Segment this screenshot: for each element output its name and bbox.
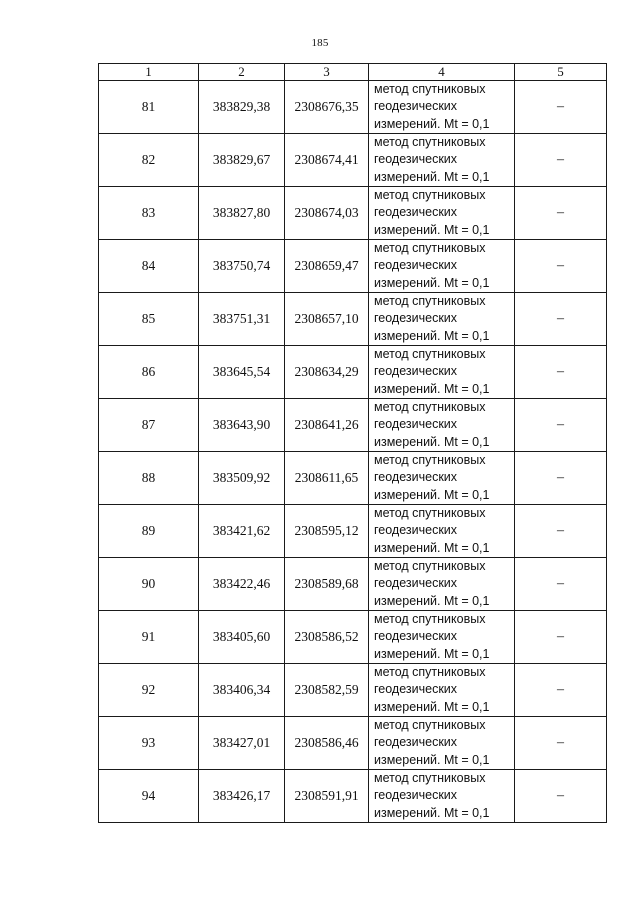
method-line: измерений. Mt = 0,1 (374, 116, 490, 131)
note-cell: – (515, 770, 607, 823)
method-line: измерений. Mt = 0,1 (374, 222, 490, 237)
point-number-cell: 84 (99, 240, 199, 293)
note-cell: – (515, 452, 607, 505)
method-line: геодезических (374, 258, 458, 273)
table-row (99, 187, 607, 240)
page-number: 185 (311, 37, 329, 49)
table-row (99, 505, 607, 558)
x-coordinate-cell: 383829,67 (199, 134, 285, 187)
note-cell: – (515, 717, 607, 770)
note-cell: – (515, 134, 607, 187)
method-cell (369, 81, 515, 134)
x-coordinate-cell: 383750,74 (199, 240, 285, 293)
note-cell: – (515, 611, 607, 664)
y-coordinate-cell: 2308586,46 (285, 717, 369, 770)
method-line: геодезических (374, 99, 458, 114)
y-coordinate-cell: 2308582,59 (285, 664, 369, 717)
method-cell (369, 187, 515, 240)
note-cell: – (515, 399, 607, 452)
y-coordinate-cell: 2308611,65 (285, 452, 369, 505)
note-cell: – (515, 187, 607, 240)
method-line: измерений. Mt = 0,1 (374, 328, 490, 343)
y-coordinate-cell: 2308589,68 (285, 558, 369, 611)
point-number-cell: 83 (99, 187, 199, 240)
method-line: геодезических (374, 682, 458, 697)
y-coordinate-cell: 2308591,91 (285, 770, 369, 823)
method-line: измерений. Mt = 0,1 (374, 275, 490, 290)
y-coordinate-cell: 2308674,41 (285, 134, 369, 187)
method-line: измерений. Mt = 0,1 (374, 540, 490, 555)
method-line: геодезических (374, 364, 458, 379)
method-line: геодезических (374, 311, 458, 326)
header-col-3: 3 (285, 64, 369, 81)
method-line: метод спутниковых (374, 188, 486, 202)
method-cell (369, 452, 515, 505)
table-row (99, 240, 607, 293)
note-cell: – (515, 293, 607, 346)
x-coordinate-cell: 383827,80 (199, 187, 285, 240)
table-body (99, 81, 607, 823)
method-cell (369, 611, 515, 664)
table-row (99, 558, 607, 611)
point-number-cell: 94 (99, 770, 199, 823)
point-number-cell: 87 (99, 399, 199, 452)
method-line: метод спутниковых (374, 453, 486, 467)
note-cell: – (515, 81, 607, 134)
method-line: метод спутниковых (374, 400, 486, 414)
method-line: измерений. Mt = 0,1 (374, 169, 490, 184)
point-number-cell: 92 (99, 664, 199, 717)
table-row (99, 452, 607, 505)
table-row (99, 664, 607, 717)
method-line: метод спутниковых (374, 506, 486, 520)
header-col-2: 2 (199, 64, 285, 81)
method-line: измерений. Mt = 0,1 (374, 752, 490, 767)
method-line: геодезических (374, 417, 458, 432)
method-line: метод спутниковых (374, 294, 486, 308)
method-cell (369, 134, 515, 187)
x-coordinate-cell: 383406,34 (199, 664, 285, 717)
x-coordinate-cell: 383643,90 (199, 399, 285, 452)
point-number-cell: 82 (99, 134, 199, 187)
point-number-cell: 90 (99, 558, 199, 611)
method-line: геодезических (374, 205, 458, 220)
header-col-4: 4 (369, 64, 515, 81)
y-coordinate-cell: 2308634,29 (285, 346, 369, 399)
table-header-row (99, 64, 607, 81)
method-line: метод спутниковых (374, 665, 486, 679)
point-number-cell: 91 (99, 611, 199, 664)
point-number-cell: 81 (99, 81, 199, 134)
method-line: измерений. Mt = 0,1 (374, 381, 490, 396)
method-cell (369, 505, 515, 558)
method-line: измерений. Mt = 0,1 (374, 805, 490, 820)
method-line: измерений. Mt = 0,1 (374, 487, 490, 502)
x-coordinate-cell: 383422,46 (199, 558, 285, 611)
point-number-cell: 85 (99, 293, 199, 346)
method-line: геодезических (374, 152, 458, 167)
note-cell: – (515, 505, 607, 558)
method-cell (369, 399, 515, 452)
x-coordinate-cell: 383509,92 (199, 452, 285, 505)
method-line: измерений. Mt = 0,1 (374, 593, 490, 608)
point-number-cell: 88 (99, 452, 199, 505)
method-line: геодезических (374, 735, 458, 750)
method-line: измерений. Mt = 0,1 (374, 434, 490, 449)
header-col-5: 5 (515, 64, 607, 81)
x-coordinate-cell: 383426,17 (199, 770, 285, 823)
table-row (99, 293, 607, 346)
header-col-1: 1 (99, 64, 199, 81)
method-line: геодезических (374, 523, 458, 538)
coordinates-table (98, 63, 607, 823)
note-cell: – (515, 346, 607, 399)
method-line: геодезических (374, 470, 458, 485)
table-row (99, 717, 607, 770)
method-cell (369, 664, 515, 717)
x-coordinate-cell: 383751,31 (199, 293, 285, 346)
y-coordinate-cell: 2308657,10 (285, 293, 369, 346)
method-line: измерений. Mt = 0,1 (374, 646, 490, 661)
x-coordinate-cell: 383645,54 (199, 346, 285, 399)
table-row (99, 399, 607, 452)
method-cell (369, 770, 515, 823)
method-line: метод спутниковых (374, 82, 486, 96)
note-cell: – (515, 240, 607, 293)
method-cell (369, 240, 515, 293)
x-coordinate-cell: 383421,62 (199, 505, 285, 558)
x-coordinate-cell: 383427,01 (199, 717, 285, 770)
y-coordinate-cell: 2308595,12 (285, 505, 369, 558)
point-number-cell: 93 (99, 717, 199, 770)
method-line: метод спутниковых (374, 612, 486, 626)
method-line: метод спутниковых (374, 559, 486, 573)
table-row (99, 770, 607, 823)
note-cell: – (515, 558, 607, 611)
table-row (99, 81, 607, 134)
point-number-cell: 86 (99, 346, 199, 399)
method-cell (369, 293, 515, 346)
method-line: метод спутниковых (374, 771, 486, 785)
method-line: измерений. Mt = 0,1 (374, 699, 490, 714)
method-line: геодезических (374, 788, 458, 803)
y-coordinate-cell: 2308674,03 (285, 187, 369, 240)
method-cell (369, 717, 515, 770)
note-cell: – (515, 664, 607, 717)
x-coordinate-cell: 383405,60 (199, 611, 285, 664)
method-cell (369, 558, 515, 611)
y-coordinate-cell: 2308659,47 (285, 240, 369, 293)
x-coordinate-cell: 383829,38 (199, 81, 285, 134)
y-coordinate-cell: 2308641,26 (285, 399, 369, 452)
method-line: геодезических (374, 629, 458, 644)
y-coordinate-cell: 2308676,35 (285, 81, 369, 134)
table-row (99, 346, 607, 399)
method-line: метод спутниковых (374, 135, 486, 149)
method-line: геодезических (374, 576, 458, 591)
method-line: метод спутниковых (374, 718, 486, 732)
method-line: метод спутниковых (374, 347, 486, 361)
method-cell (369, 346, 515, 399)
point-number-cell: 89 (99, 505, 199, 558)
y-coordinate-cell: 2308586,52 (285, 611, 369, 664)
table-row (99, 611, 607, 664)
method-line: метод спутниковых (374, 241, 486, 255)
table-row (99, 134, 607, 187)
